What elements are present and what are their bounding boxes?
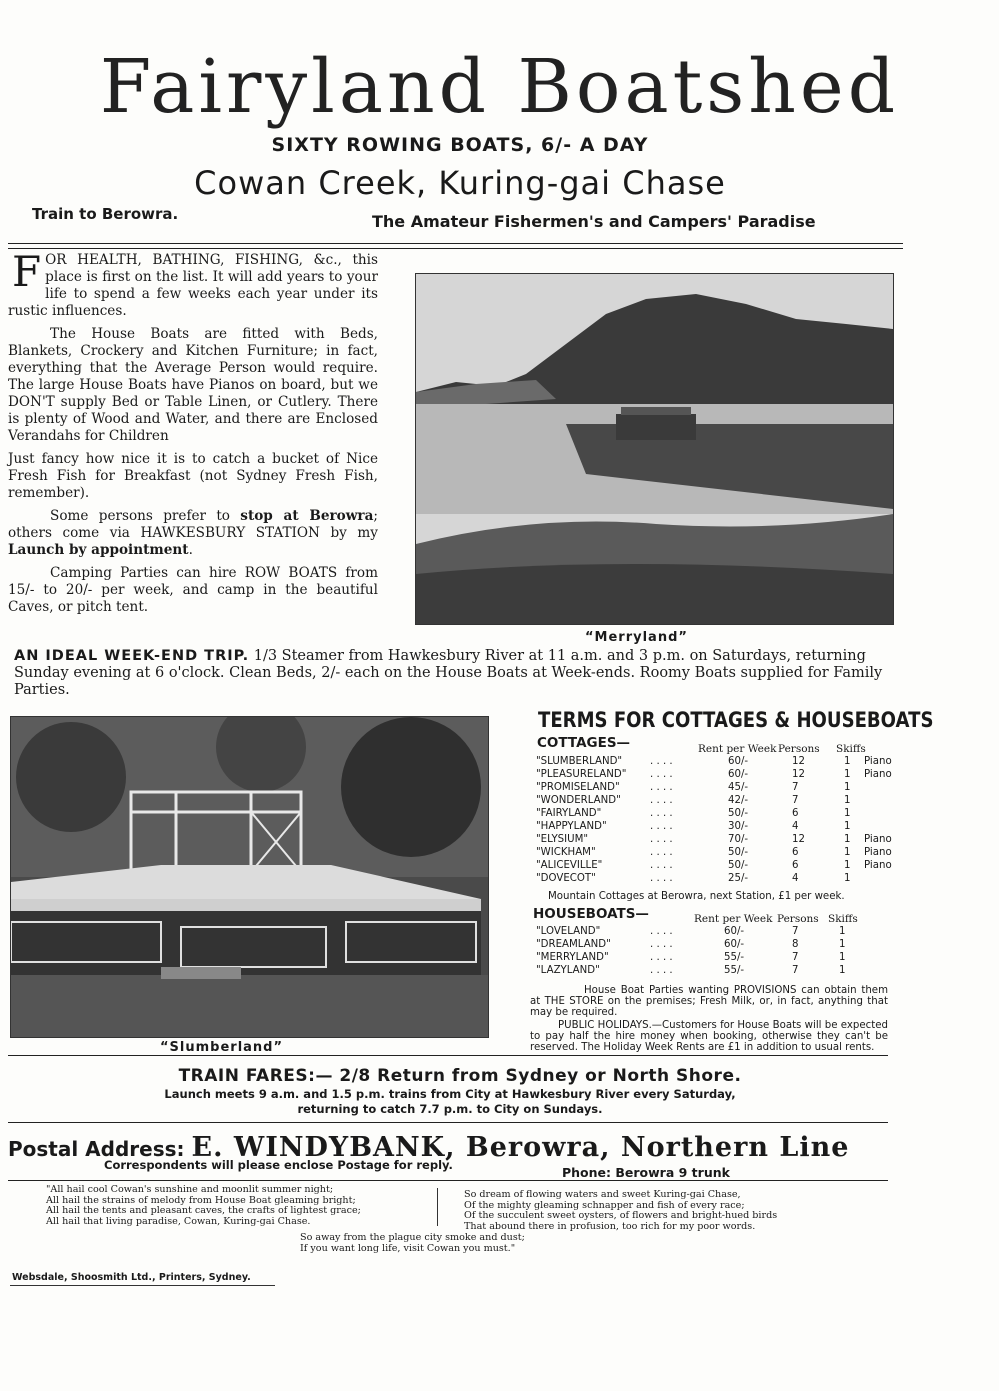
merryland-caption: “Merryland” (585, 630, 688, 645)
poem-left: "All hail cool Cowan's sunshine and moonlit summer night; All hail the strains of melody from House Boat gleaming bright; All hail the tents and pleasant caves, the crafts of lightest grace; All hail that living paradise, Cowan, Kuring-gai Chase. (46, 1184, 361, 1227)
cottages-heading: COTTAGES— (537, 735, 631, 751)
table-row: "DREAMLAND" . . . . 60/- 8 1 (536, 939, 846, 950)
poem-divider (437, 1188, 438, 1226)
weekend-heading: AN IDEAL WEEK-END TRIP. (14, 648, 250, 664)
tagline: The Amateur Fishermen's and Campers' Paradise (372, 212, 816, 231)
drop-cap: F (12, 247, 42, 296)
intro-paragraph-4: Some persons prefer to stop at Berowra; others come via HAWKESBURY STATION by my Launch by appointment. (8, 508, 378, 558)
launch-note: Launch meets 9 a.m. and 1.5 p.m. trains from City at Hawkesbury River every Saturday, (164, 1087, 736, 1101)
subtitle: SIXTY ROWING BOATS, 6/- A DAY (271, 134, 649, 156)
table-row: "FAIRYLAND" . . . . 50/- 6 1 (536, 808, 851, 819)
col-skiffs-header: Skiffs (836, 743, 866, 755)
table-row: "SLUMBERLAND" . . . . 60/- 12 1 Piano (536, 756, 892, 767)
table-row: "WICKHAM" . . . . 50/- 6 1 Piano (536, 847, 892, 858)
fares-rule-top (8, 1055, 888, 1056)
merryland-photo (415, 273, 894, 625)
proprietor-name: E. WINDYBANK, (191, 1132, 456, 1163)
mountain-cottages-note: Mountain Cottages at Berowra, next Station, £1 per week. (548, 891, 845, 902)
phone: Phone: Berowra 9 trunk (562, 1165, 730, 1180)
table-row: "MERRYLAND" . . . . 55/- 7 1 (536, 952, 846, 963)
terms-title: TERMS FOR COTTAGES & HOUSEBOATS (538, 708, 934, 732)
intro-paragraph-3: Just fancy how nice it is to catch a bucket of Nice Fresh Fish for Breakfast (not Sydney Fresh Fish, remember). (8, 451, 378, 501)
cottages-table (536, 756, 916, 890)
table-row: "PROMISELAND" . . . . 45/- 7 1 (536, 782, 851, 793)
launch-return-note: returning to catch 7.7 p.m. to City on Sundays. (297, 1102, 603, 1116)
weekend-text: 1/3 Steamer from Hawkesbury River at 11 a.m. and 3 p.m. on Saturdays, returning Sunday evening at 6 o'clock. Clean Beds, 2/- each on the House Boats at Week-ends. Roomy Boats supplied for Family Parties. (14, 648, 883, 698)
slumberland-photo (10, 716, 489, 1038)
col-skiffs-header-houseboats: Skiffs (828, 913, 858, 925)
table-row: "ELYSIUM" . . . . 70/- 12 1 Piano (536, 834, 892, 845)
table-row: "PLEASURELAND" . . . . 60/- 12 1 Piano (536, 769, 892, 780)
correspondents-note: Correspondents will please enclose Postage for reply. (104, 1158, 453, 1172)
imprint-rule (10, 1285, 275, 1286)
poem-right: So dream of flowing waters and sweet Kuring-gai Chase, Of the mighty gleaming schnapper and fish of every race; Of the succulent sweet oysters, of flowers and bright-hued birds That abound there in profusion, too rich for my poor words. (464, 1189, 778, 1232)
table-row: "HAPPYLAND" . . . . 30/- 4 1 (536, 821, 851, 832)
page-title: Fairyland Boatshed (99, 44, 900, 130)
table-row: "DOVECOT" . . . . 25/- 4 1 (536, 873, 851, 884)
col-rent-header-houseboats: Rent per Week (694, 913, 773, 925)
table-row: "ALICEVILLE" . . . . 50/- 6 1 Piano (536, 860, 892, 871)
header-rule-top (8, 243, 903, 244)
table-row: "LAZYLAND" . . . . 55/- 7 1 (536, 965, 846, 976)
table-row: "LOVELAND" . . . . 60/- 7 1 (536, 926, 846, 937)
provisions-note: House Boat Parties wanting PROVISIONS can obtain them at THE STORE on the premises; Fresh Milk, or, in fact, anything that may be required. (530, 985, 888, 1018)
houseboats-heading: HOUSEBOATS— (533, 906, 649, 922)
col-persons-header-houseboats: Persons (777, 913, 819, 925)
intro-paragraph-5: Camping Parties can hire ROW BOATS from 15/- to 20/- per week, and camp in the beautiful Caves, or pitch tent. (8, 565, 378, 615)
header-rule-bottom (8, 248, 903, 249)
poem-ending: So away from the plague city smoke and dust; If you want long life, visit Cowan you must." (300, 1232, 525, 1254)
table-row: "WONDERLAND" . . . . 42/- 7 1 (536, 795, 851, 806)
col-rent-header: Rent per Week (698, 743, 777, 755)
slumberland-caption: “Slumberland” (160, 1040, 284, 1055)
train-fares: TRAIN FARES:— 2/8 Return from Sydney or North Shore. (178, 1066, 742, 1086)
location-heading: Cowan Creek, Kuring-gai Chase (194, 164, 726, 202)
train-note: Train to Berowra. (32, 205, 179, 223)
houseboats-table (536, 926, 916, 980)
col-persons-header: Persons (778, 743, 820, 755)
intro-paragraph-2: The House Boats are fitted with Beds, Blankets, Crockery and Kitchen Furniture; in fact, everything that the Average Person would require. The large House Boats have Pianos on board, but we DON'T supply Bed or Table Linen, or Cutlery. There is plenty of Wood and Water, and there are Enclosed Verandahs for Children (8, 326, 378, 444)
poem-rule (8, 1180, 888, 1181)
intro-text (8, 247, 378, 622)
printer-imprint: Websdale, Shoosmith Ltd., Printers, Sydney. (12, 1272, 251, 1283)
weekend-trip (14, 648, 904, 699)
postal-address: Postal Address: E. WINDYBANK, Berowra, Northern Line (8, 1132, 850, 1163)
fares-rule-bottom (8, 1122, 888, 1123)
intro-paragraph-1: FOR HEALTH, BATHING, FISHING, &c., this place is first on the list. It will add years to your life to spend a few weeks each year under its rustic influences. (8, 247, 378, 319)
holidays-note: PUBLIC HOLIDAYS.—Customers for House Boats will be expected to pay half the hire money when booking, otherwise they can't be reserved. The Holiday Week Rents are £1 in addition to usual rents. (530, 1020, 888, 1053)
